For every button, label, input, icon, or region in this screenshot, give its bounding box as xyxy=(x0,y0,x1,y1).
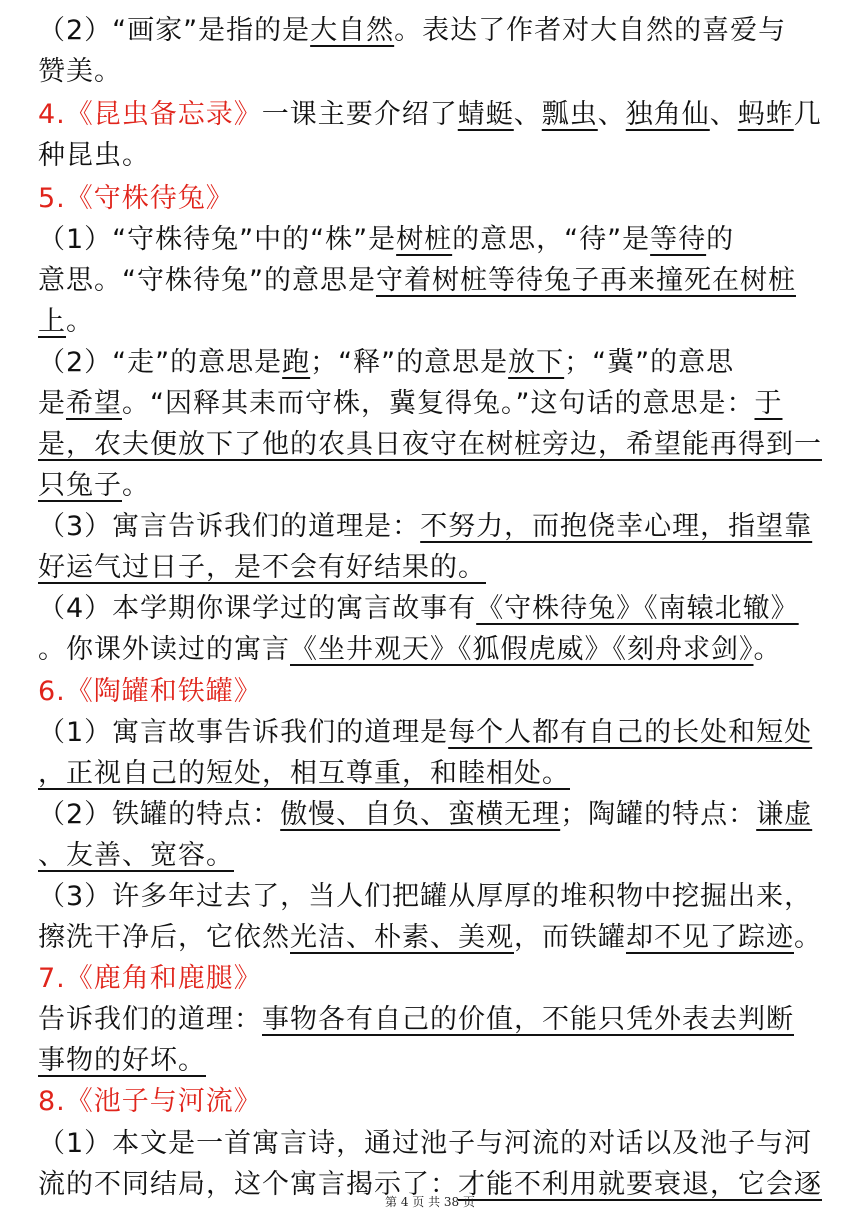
text-segment: 擦洗干净后，它依然 xyxy=(38,922,290,953)
text-segment: 几 xyxy=(793,99,822,130)
text-segment: 流的不同结局，这个寓言揭示了： xyxy=(38,1169,458,1200)
answer-text: 事物各有自己的价值，不能只凭外表去判断 xyxy=(262,1004,794,1035)
text-segment: （3）寓言告诉我们的道理是： xyxy=(38,511,421,542)
text-line xyxy=(38,877,828,917)
text-segment: 。“因释其耒而守株，冀复得兔。”这句话的意思是： xyxy=(122,388,755,419)
text-line xyxy=(38,672,828,712)
text-segment: 赞美。 xyxy=(38,56,122,87)
answer-text: 《守株待兔》《南辕北辙》 xyxy=(476,593,799,624)
text-line xyxy=(38,425,828,465)
text-line xyxy=(38,1124,828,1164)
text-line xyxy=(38,959,828,999)
text-segment: 一课主要介绍了 xyxy=(261,99,458,130)
answer-text: 蚂蚱 xyxy=(737,99,794,130)
text-line xyxy=(38,220,828,260)
text-line xyxy=(38,548,828,588)
answer-text: 跑 xyxy=(282,347,311,378)
text-segment: （3）许多年过去了，当人们把罐从厚厚的堆积物中挖掘出来， xyxy=(38,881,813,912)
text-segment: 是 xyxy=(38,388,66,419)
text-segment: 的 xyxy=(706,224,735,255)
text-segment: （2）铁罐的特点： xyxy=(38,799,281,830)
text-line xyxy=(38,630,828,670)
answer-text: 放下 xyxy=(508,347,565,378)
page-footer: 第 4 页 共 38 页 xyxy=(385,1195,475,1209)
section-heading: 4.《昆虫备忘录》 xyxy=(38,99,262,130)
text-line xyxy=(38,507,828,547)
section-heading: 7.《鹿角和鹿腿》 xyxy=(38,963,262,994)
text-segment: 。 xyxy=(794,922,822,953)
answer-text: 每个人都有自己的长处和短处 xyxy=(448,717,813,748)
answer-text: 好运气过日子，是不会有好结果的。 xyxy=(38,552,486,583)
answer-text: 光洁、朴素、美观 xyxy=(290,922,514,953)
answer-text: 守着树桩等待兔子再来撞死在树桩 xyxy=(375,265,796,296)
text-line xyxy=(38,795,828,835)
answer-text: 谦虚 xyxy=(756,799,813,830)
text-segment: ；“冀”的意思 xyxy=(564,347,735,378)
answer-text: 树桩 xyxy=(396,224,453,255)
answer-text: 只兔子 xyxy=(38,470,122,501)
text-segment: 。 xyxy=(753,634,782,665)
text-line xyxy=(38,1041,828,1081)
text-segment: 、 xyxy=(709,99,738,130)
answer-text: 上 xyxy=(38,306,66,337)
answer-text: 于 xyxy=(754,388,783,419)
section-heading: 5.《守株待兔》 xyxy=(38,183,234,214)
text-segment: ；“释”的意思是 xyxy=(310,347,509,378)
answer-text: 才能不利用就要衰退，它会逐 xyxy=(458,1169,822,1200)
text-line xyxy=(38,1000,828,1040)
text-segment: 的意思，“待”是 xyxy=(452,224,651,255)
text-segment: 。你课外读过的寓言 xyxy=(38,634,290,665)
answer-text: 独角仙 xyxy=(625,99,710,130)
answer-text: 却不见了踪迹 xyxy=(626,922,794,953)
section-heading: 6.《陶罐和铁罐》 xyxy=(38,676,262,707)
text-segment: 、 xyxy=(513,99,542,130)
answer-text: 、友善、宽容。 xyxy=(38,840,234,871)
text-segment: （2）“画家”是指的是 xyxy=(38,15,311,46)
text-line xyxy=(38,52,828,92)
text-segment: 。表达了作者对大自然的喜爱与 xyxy=(394,15,787,46)
text-line xyxy=(38,713,828,753)
text-line xyxy=(38,836,828,876)
text-segment: （4）本学期你课学过的寓言故事有 xyxy=(38,593,477,624)
text-line xyxy=(38,136,828,176)
text-segment: （1）“守株待兔”中的“株”是 xyxy=(38,224,397,255)
answer-text: 等待 xyxy=(650,224,707,255)
text-line xyxy=(38,1082,828,1122)
text-line xyxy=(38,302,828,342)
text-segment: （1）本文是一首寓言诗，通过池子与河流的对话以及池子与河 xyxy=(38,1128,813,1159)
answer-text: 《坐井观天》《狐假虎威》《刻舟求剑》 xyxy=(290,634,754,665)
text-segment: （1）寓言故事告诉我们的道理是 xyxy=(38,717,449,748)
answer-text: ，正视自己的短处，相互尊重，和睦相处。 xyxy=(38,758,570,789)
text-line xyxy=(38,343,828,383)
text-line xyxy=(38,384,828,424)
text-line xyxy=(38,918,828,958)
answer-text: 蜻蜓 xyxy=(457,99,514,130)
text-segment: 种昆虫。 xyxy=(38,140,150,171)
answer-text: 希望 xyxy=(66,388,122,419)
text-line xyxy=(38,261,828,301)
answer-text: 事物的好坏。 xyxy=(38,1045,206,1076)
text-segment: ；陶罐的特点： xyxy=(560,799,757,830)
text-line xyxy=(38,11,828,51)
text-line xyxy=(38,589,828,629)
answer-text: 瓢虫 xyxy=(541,99,598,130)
text-segment: （2）“走”的意思是 xyxy=(38,347,283,378)
text-line xyxy=(38,466,828,506)
text-segment: 。 xyxy=(66,306,94,337)
text-segment: 、 xyxy=(597,99,626,130)
answer-text: 是，农夫便放下了他的农具日夜守在树桩旁边，希望能再得到一 xyxy=(38,429,822,460)
text-segment: 告诉我们的道理： xyxy=(38,1004,262,1035)
section-heading: 8.《池子与河流》 xyxy=(38,1086,262,1117)
answer-text: 不努力，而抱侥幸心理，指望靠 xyxy=(420,511,813,542)
text-segment: 。 xyxy=(122,470,150,501)
text-segment: ，而铁罐 xyxy=(514,922,626,953)
answer-text: 大自然 xyxy=(310,15,395,46)
text-line xyxy=(38,179,828,219)
text-line xyxy=(38,95,828,135)
answer-text: 傲慢、自负、蛮横无理 xyxy=(280,799,561,830)
text-segment: 意思。“守株待兔”的意思是 xyxy=(38,265,376,296)
text-line xyxy=(38,754,828,794)
